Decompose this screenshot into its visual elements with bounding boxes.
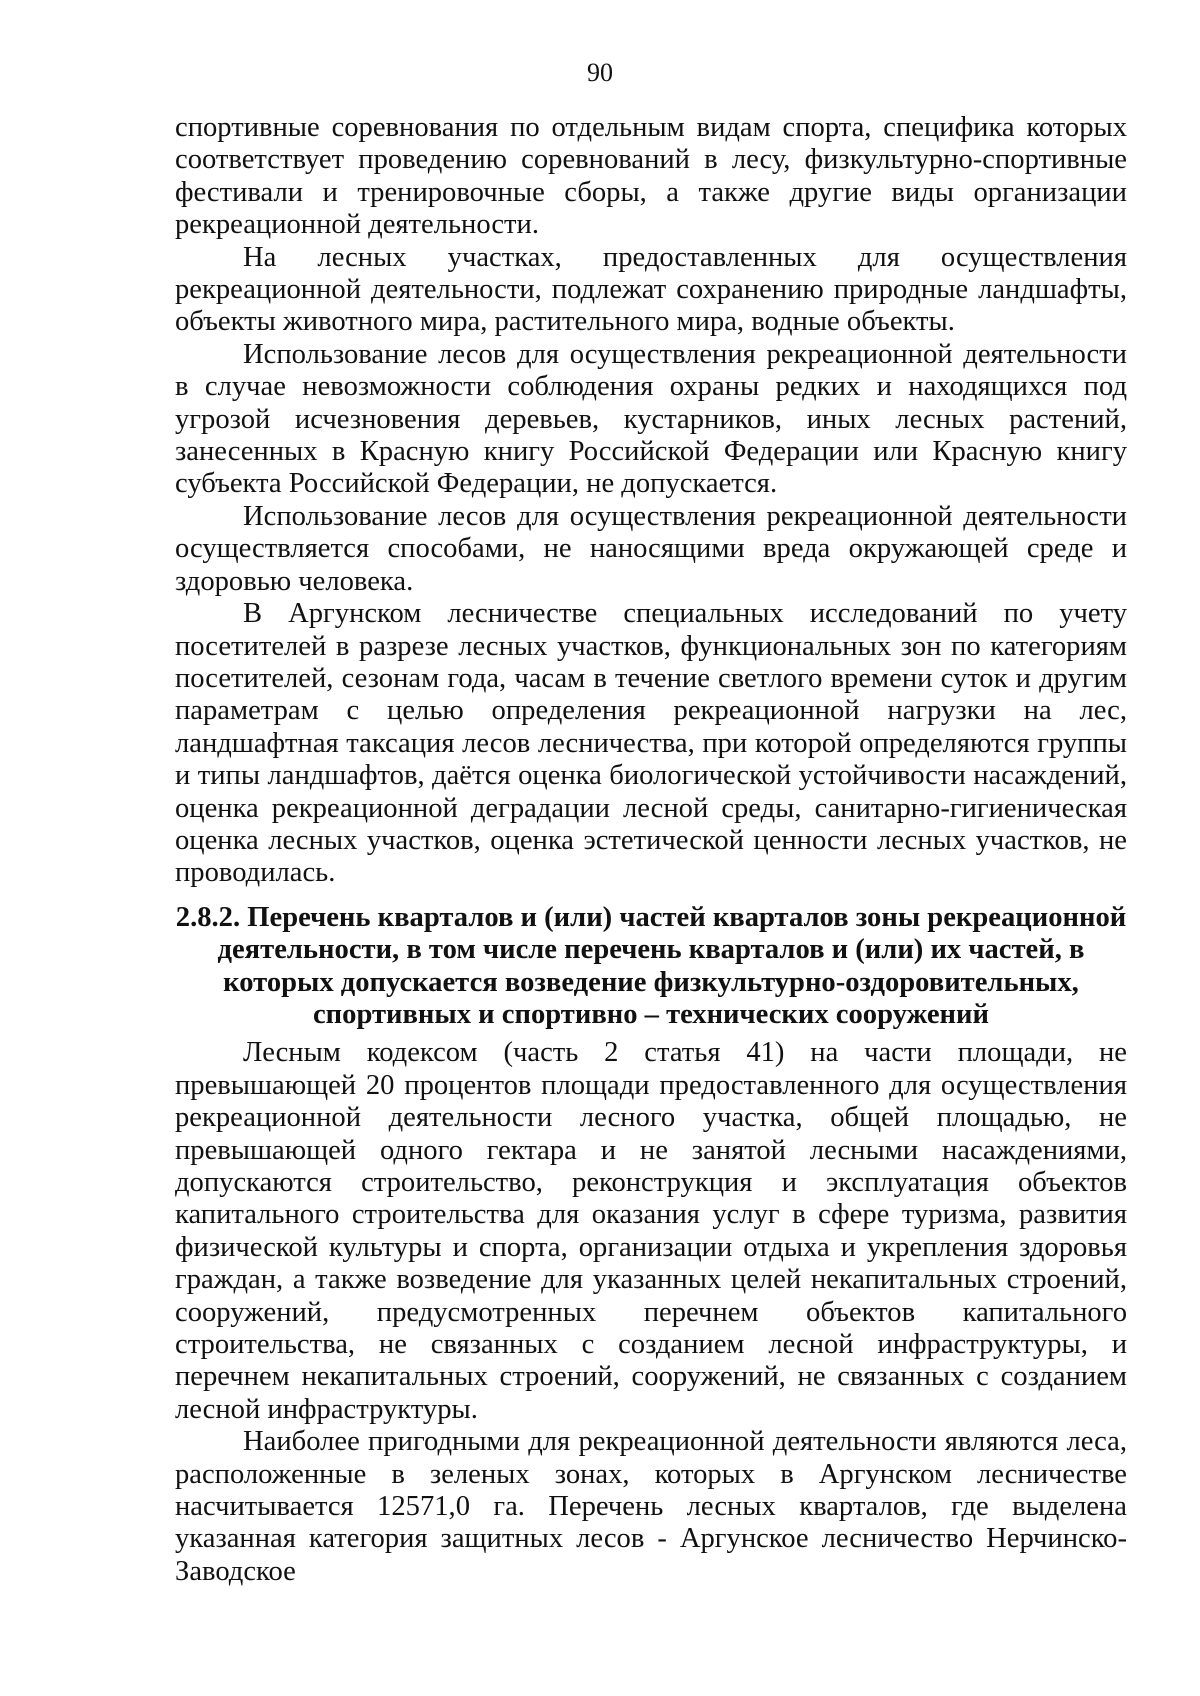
paragraph: В Аргунском лесничестве специальных исследований по учету посетителей в разрезе лесных участков, функциональных зон по категориям посетителей, сезонам года, часам в течение светлого времени суток и другим параметрам с целью определения рекреационной нагрузки на лес, ландшафтная таксация лесов лесничества, при которой определяются группы и типы ландшафтов, даётся оценка биологической устойчивости насаждений, оценка рекреационной деградации лесной среды, санитарно-гигиеническая оценка лесных участков, оценка эстетической ценности лесных участков, не проводилась. bbox=[175, 598, 1127, 889]
paragraph: Использование лесов для осуществления рекреационной деятельности осуществляется способами, не наносящими вреда окружающей среде и здоровью человека. bbox=[175, 500, 1127, 597]
page-number: 90 bbox=[587, 58, 613, 87]
paragraph: спортивные соревнования по отдельным видам спорта, специфика которых соответствует проведению соревнований в лесу, физкультурно-спортивные фестивали и тренировочные сборы, а также другие виды организации рекреационной деятельности. bbox=[175, 112, 1127, 241]
paragraph: Наиболее пригодными для рекреационной деятельности являются леса, расположенные в зеленых зонах, которых в Аргунском лесничестве насчитывается 12571,0 га. Перечень лесных кварталов, где выделена указанная категория защитных лесов - Аргунское лесничество Нерчинско-Заводское bbox=[175, 1426, 1127, 1587]
paragraph: Использование лесов для осуществления рекреационной деятельности в случае невозможности соблюдения охраны редких и находящихся под угрозой исчезновения деревьев, кустарников, иных лесных растений, занесенных в Красную книгу Российской Федерации или Красную книгу субъекта Российской Федерации, не допускается. bbox=[175, 338, 1127, 500]
paragraph: На лесных участках, предоставленных для осуществления рекреационной деятельности, подлежат сохранению природные ландшафты, объекты животного мира, растительного мира, водные объекты. bbox=[175, 241, 1127, 338]
document-body bbox=[175, 112, 1127, 1588]
paragraph: Лесным кодексом (часть 2 статья 41) на части площади, не превышающей 20 процентов площади предоставленного для осуществления рекреационной деятельности лесного участка, общей площадью, не превышающей одного гектара и не занятой лесными насаждениями, допускаются строительство, реконструкция и эксплуатация объектов капитального строительства для оказания услуг в сфере туризма, развития физической культуры и спорта, организации отдыха и укрепления здоровья граждан, а также возведение для указанных целей некапитальных строений, сооружений, предусмотренных перечнем объектов капитального строительства, не связанных с созданием лесной инфраструктуры, и перечнем некапитальных строений, сооружений, не связанных с созданием лесной инфраструктуры. bbox=[175, 1037, 1127, 1425]
section-heading: 2.8.2. Перечень кварталов и (или) частей кварталов зоны рекреационной деятельности, в том числе перечень кварталов и (или) их частей, в которых допускается возведение физкультурно-оздоровительных, спортивных и спортивно – технических сооружений bbox=[175, 901, 1127, 1030]
